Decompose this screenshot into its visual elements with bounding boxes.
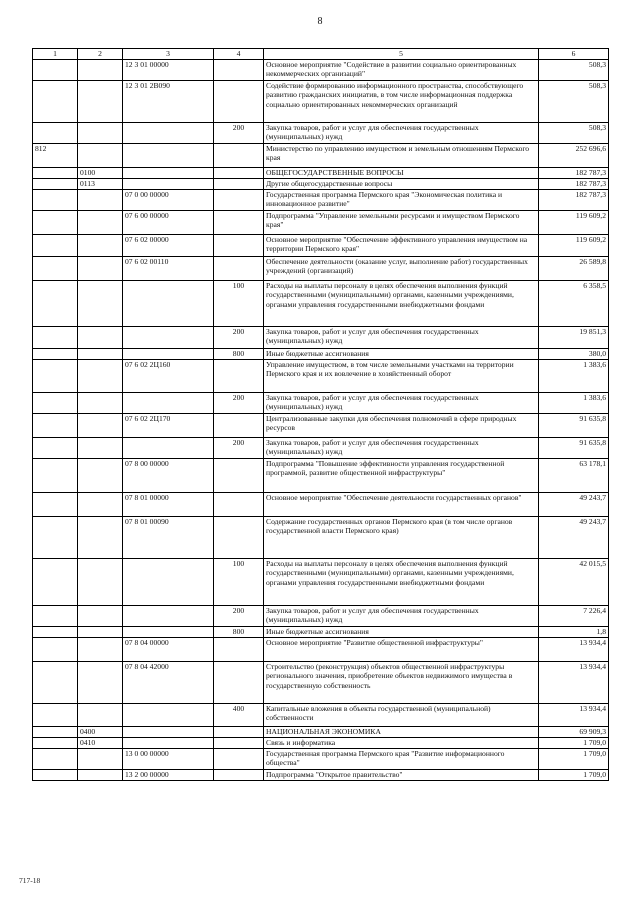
cell-item-name: Централизованные закупки для обеспечения полномочий в сфере природных ресурсов [264,414,539,438]
table-row [33,235,609,257]
cell-expense-type [214,662,264,704]
cell-agency-code [33,727,78,738]
cell-section-code [78,438,123,459]
cell-amount: 252 696,6 [539,144,609,168]
cell-agency-code [33,459,78,493]
table-row [33,60,609,81]
column-header-2: 2 [78,49,123,60]
cell-section-code [78,257,123,281]
cell-item-name: НАЦИОНАЛЬНАЯ ЭКОНОМИКА [264,727,539,738]
cell-agency-code: 812 [33,144,78,168]
cell-agency-code [33,662,78,704]
cell-target-code [123,559,214,606]
cell-expense-type [214,517,264,559]
cell-agency-code [33,517,78,559]
cell-amount: 19 851,3 [539,327,609,349]
table-row [33,168,609,179]
cell-item-name: Основное мероприятие "Обеспечение деятельности государственных органов" [264,493,539,517]
cell-target-code: 07 6 02 2Ц170 [123,414,214,438]
cell-item-name: Подпрограмма "Открытое правительство" [264,770,539,781]
cell-amount: 49 243,7 [539,493,609,517]
cell-amount: 508,3 [539,123,609,144]
cell-expense-type: 800 [214,627,264,638]
column-header-1: 1 [33,49,78,60]
cell-amount: 508,3 [539,60,609,81]
cell-item-name: Иные бюджетные ассигнования [264,349,539,360]
cell-agency-code [33,349,78,360]
cell-agency-code [33,438,78,459]
cell-expense-type [214,144,264,168]
table-row [33,281,609,327]
table-row [33,493,609,517]
cell-amount: 6 358,5 [539,281,609,327]
cell-section-code [78,235,123,257]
table-row [33,179,609,190]
cell-amount: 1,8 [539,627,609,638]
cell-amount: 13 934,4 [539,704,609,727]
cell-agency-code [33,627,78,638]
cell-section-code [78,144,123,168]
cell-agency-code [33,638,78,662]
cell-section-code: 0113 [78,179,123,190]
cell-agency-code [33,190,78,211]
cell-agency-code [33,168,78,179]
cell-agency-code [33,60,78,81]
cell-target-code: 07 6 02 2Ц160 [123,360,214,393]
cell-expense-type [214,738,264,749]
cell-agency-code [33,493,78,517]
cell-amount: 69 909,3 [539,727,609,738]
cell-amount: 26 589,8 [539,257,609,281]
cell-target-code: 07 8 01 00000 [123,493,214,517]
cell-agency-code [33,81,78,123]
column-header-5: 5 [264,49,539,60]
table-row [33,606,609,627]
cell-item-name: Строительство (реконструкция) объектов общественной инфраструктуры регионального значения, приобретение объектов недвижимого имущества в государственную собственность [264,662,539,704]
cell-amount: 63 178,1 [539,459,609,493]
cell-section-code: 0410 [78,738,123,749]
cell-amount: 380,0 [539,349,609,360]
cell-expense-type [214,459,264,493]
cell-amount: 42 015,5 [539,559,609,606]
cell-expense-type [214,211,264,235]
table-row [33,638,609,662]
cell-section-code [78,559,123,606]
cell-amount: 182 787,3 [539,179,609,190]
cell-agency-code [33,393,78,414]
table-row [33,190,609,211]
cell-target-code [123,168,214,179]
cell-target-code: 07 6 00 00000 [123,211,214,235]
cell-expense-type [214,360,264,393]
cell-expense-type: 200 [214,123,264,144]
cell-item-name: Основное мероприятие "Обеспечение эффективного управления имуществом на территории Пермского края" [264,235,539,257]
cell-section-code: 0100 [78,168,123,179]
cell-amount: 7 226,4 [539,606,609,627]
cell-item-name: Государственная программа Пермского края "Экономическая политика и инновационное развитие" [264,190,539,211]
cell-expense-type [214,749,264,770]
cell-item-name: Управление имуществом, в том числе земельными участками на территории Пермского края и их вовлечение в хозяйственный оборот [264,360,539,393]
cell-section-code [78,123,123,144]
table-row [33,749,609,770]
cell-target-code: 07 8 04 00000 [123,638,214,662]
cell-section-code [78,414,123,438]
table-row [33,393,609,414]
cell-target-code: 07 8 01 00090 [123,517,214,559]
cell-target-code [123,179,214,190]
cell-amount: 182 787,3 [539,190,609,211]
cell-expense-type: 200 [214,393,264,414]
cell-target-code: 07 6 02 00000 [123,235,214,257]
cell-section-code [78,517,123,559]
cell-expense-type: 100 [214,559,264,606]
table-row [33,438,609,459]
cell-expense-type: 200 [214,327,264,349]
table-row [33,211,609,235]
table-row [33,327,609,349]
table-row [33,627,609,638]
cell-section-code [78,749,123,770]
cell-section-code [78,638,123,662]
cell-expense-type [214,168,264,179]
cell-target-code [123,349,214,360]
cell-amount: 182 787,3 [539,168,609,179]
cell-item-name: Основное мероприятие "Развитие общественной инфраструктуры" [264,638,539,662]
cell-agency-code [33,281,78,327]
cell-item-name: Капитальные вложения в объекты государственной (муниципальной) собственности [264,704,539,727]
cell-section-code [78,627,123,638]
table-row [33,360,609,393]
cell-expense-type: 100 [214,281,264,327]
budget-table [32,48,609,781]
table-row [33,81,609,123]
cell-item-name: Закупка товаров, работ и услуг для обеспечения государственных (муниципальных) нужд [264,393,539,414]
cell-section-code [78,281,123,327]
cell-amount: 13 934,4 [539,638,609,662]
cell-section-code [78,393,123,414]
cell-target-code [123,704,214,727]
cell-amount: 508,3 [539,81,609,123]
cell-amount: 1 383,6 [539,360,609,393]
table-row [33,727,609,738]
cell-item-name: Расходы на выплаты персоналу в целях обеспечения выполнения функций государственными (муниципальными) органами, казенными учреждениями, органами управления государственными внебюджетными фондами [264,559,539,606]
cell-agency-code [33,123,78,144]
table-row [33,459,609,493]
cell-target-code [123,627,214,638]
cell-section-code: 0400 [78,727,123,738]
cell-target-code: 13 0 00 00000 [123,749,214,770]
cell-item-name: Содержание государственных органов Пермского края (в том числе органов государственной власти Пермского края) [264,517,539,559]
cell-expense-type [214,235,264,257]
cell-expense-type [214,493,264,517]
cell-agency-code [33,770,78,781]
cell-item-name: Закупка товаров, работ и услуг для обеспечения государственных (муниципальных) нужд [264,327,539,349]
table-row [33,559,609,606]
table-body [33,60,609,781]
cell-item-name: Расходы на выплаты персоналу в целях обеспечения выполнения функций государственными (муниципальными) органами, казенными учреждениями, органами управления государственными внебюджетными фондами [264,281,539,327]
cell-item-name: Подпрограмма "Управление земельными ресурсами и имуществом Пермского края" [264,211,539,235]
cell-item-name: Связь и информатика [264,738,539,749]
table-row [33,704,609,727]
cell-target-code: 07 0 00 00000 [123,190,214,211]
cell-item-name: Содействие формированию информационного пространства, способствующего развитию гражданских инициатив, в том числе информационная поддержка социально ориентированных некоммерческих организаций [264,81,539,123]
page-number: 8 [317,16,323,27]
cell-agency-code [33,749,78,770]
cell-agency-code [33,738,78,749]
cell-expense-type [214,414,264,438]
cell-target-code [123,123,214,144]
cell-agency-code [33,257,78,281]
cell-item-name: Закупка товаров, работ и услуг для обеспечения государственных (муниципальных) нужд [264,438,539,459]
cell-agency-code [33,211,78,235]
table-row [33,770,609,781]
cell-expense-type [214,638,264,662]
cell-item-name: Закупка товаров, работ и услуг для обеспечения государственных (муниципальных) нужд [264,123,539,144]
cell-section-code [78,327,123,349]
cell-item-name: Государственная программа Пермского края "Развитие информационного общества" [264,749,539,770]
cell-target-code [123,327,214,349]
cell-target-code [123,281,214,327]
cell-section-code [78,704,123,727]
cell-amount: 1 709,0 [539,738,609,749]
cell-amount: 49 243,7 [539,517,609,559]
cell-agency-code [33,179,78,190]
cell-agency-code [33,327,78,349]
cell-target-code [123,727,214,738]
cell-agency-code [33,360,78,393]
cell-item-name: Другие общегосударственные вопросы [264,179,539,190]
cell-agency-code [33,414,78,438]
cell-target-code: 12 3 01 2В090 [123,81,214,123]
cell-target-code: 07 8 00 00000 [123,459,214,493]
cell-amount: 1 709,0 [539,749,609,770]
cell-section-code [78,60,123,81]
cell-target-code: 12 3 01 00000 [123,60,214,81]
cell-section-code [78,606,123,627]
cell-amount: 1 383,6 [539,393,609,414]
cell-section-code [78,349,123,360]
cell-target-code: 07 6 02 00110 [123,257,214,281]
cell-expense-type: 800 [214,349,264,360]
cell-item-name: Подпрограмма "Повышение эффективности управления государственной программой, развитие общественной инфраструктуры" [264,459,539,493]
cell-amount: 119 609,2 [539,211,609,235]
cell-amount: 13 934,4 [539,662,609,704]
cell-amount: 1 709,0 [539,770,609,781]
cell-expense-type: 200 [214,438,264,459]
column-header-3: 3 [123,49,214,60]
cell-section-code [78,770,123,781]
cell-agency-code [33,559,78,606]
table-row [33,517,609,559]
cell-target-code [123,144,214,168]
cell-amount: 91 635,8 [539,438,609,459]
cell-item-name: Обеспечение деятельности (оказание услуг, выполнение работ) государственных учреждений (организаций) [264,257,539,281]
cell-target-code: 07 8 04 42000 [123,662,214,704]
cell-expense-type [214,60,264,81]
cell-item-name: Министерство по управлению имуществом и земельным отношениям Пермского края [264,144,539,168]
cell-agency-code [33,704,78,727]
cell-target-code: 13 2 00 00000 [123,770,214,781]
cell-section-code [78,190,123,211]
cell-amount: 119 609,2 [539,235,609,257]
table-row [33,144,609,168]
cell-agency-code [33,235,78,257]
cell-expense-type: 400 [214,704,264,727]
cell-expense-type [214,179,264,190]
cell-expense-type [214,727,264,738]
table-row [33,257,609,281]
table-row [33,414,609,438]
cell-item-name: Основное мероприятие "Содействие в развитии социально ориентированных некоммерческих организаций" [264,60,539,81]
footer-document-code: 717-18 [19,876,41,885]
cell-section-code [78,211,123,235]
cell-expense-type [214,770,264,781]
cell-section-code [78,81,123,123]
table-row [33,738,609,749]
cell-target-code [123,606,214,627]
cell-item-name: ОБЩЕГОСУДАРСТВЕННЫЕ ВОПРОСЫ [264,168,539,179]
table-row [33,349,609,360]
table-row [33,662,609,704]
cell-section-code [78,459,123,493]
cell-section-code [78,662,123,704]
cell-expense-type [214,81,264,123]
cell-item-name: Закупка товаров, работ и услуг для обеспечения государственных (муниципальных) нужд [264,606,539,627]
cell-target-code [123,438,214,459]
column-header-6: 6 [539,49,609,60]
table-header-row [33,49,609,60]
table-row [33,123,609,144]
cell-section-code [78,360,123,393]
cell-section-code [78,493,123,517]
cell-item-name: Иные бюджетные ассигнования [264,627,539,638]
cell-target-code [123,393,214,414]
cell-expense-type: 200 [214,606,264,627]
cell-target-code [123,738,214,749]
column-header-4: 4 [214,49,264,60]
cell-expense-type [214,257,264,281]
cell-amount: 91 635,8 [539,414,609,438]
cell-agency-code [33,606,78,627]
cell-expense-type [214,190,264,211]
